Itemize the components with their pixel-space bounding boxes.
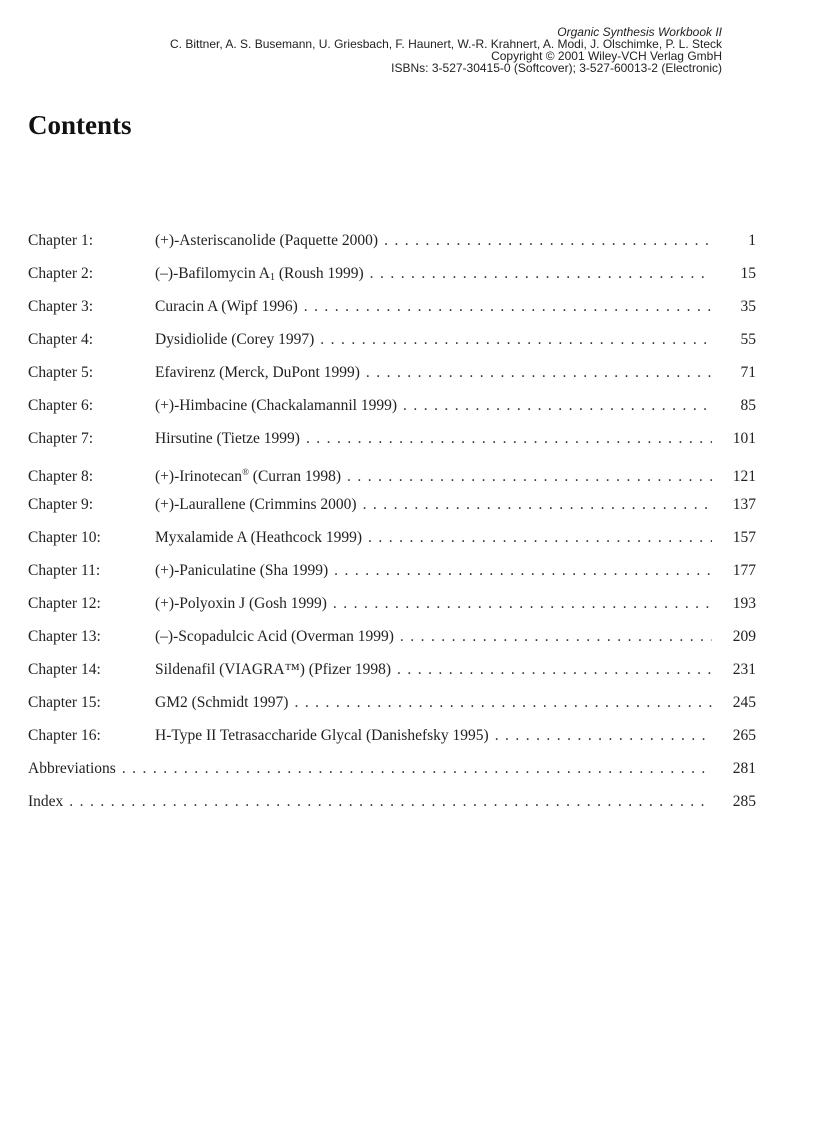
chapter-number: Chapter 3:: [28, 298, 93, 315]
toc-row[interactable]: [28, 396, 756, 429]
chapter-number: Chapter 7:: [28, 430, 93, 447]
dot-leader: [384, 231, 712, 251]
toc-row[interactable]: [28, 660, 756, 693]
page-number: 137: [732, 496, 756, 513]
chapter-title: (–)-Bafilomycin $A_1$ (Roush 1999): [155, 265, 364, 283]
dot-leader: [400, 627, 712, 647]
chapter-title: (+)-Laurallene (Crimmins 2000): [155, 496, 357, 513]
chapter-title: (+)-Irinotecan® (Curran 1998): [155, 467, 342, 485]
authors-line: C. Bittner, A. S. Busemann, U. Griesbach, F. Haunert, W.-R. Krahnert, A. Modi, J. Olschimke, P. L. Steck: [170, 37, 722, 51]
page-number: 245: [732, 694, 756, 711]
chapter-number: Chapter 15:: [28, 694, 101, 711]
chapter-title: H-Type II Tetrasaccharide Glycal (Danishefsky 1995): [155, 727, 489, 744]
chapter-number: Chapter 8:: [28, 468, 93, 485]
toc-row[interactable]: [28, 561, 756, 594]
page-number: 157: [732, 529, 756, 546]
chapter-number: Chapter 11:: [28, 562, 101, 579]
page-number: 177: [732, 562, 756, 579]
toc-row[interactable]: [28, 627, 756, 660]
dot-leader: [304, 297, 712, 317]
dot-leader: [69, 792, 712, 812]
superscript: ®: [242, 467, 249, 477]
toc-row[interactable]: [28, 693, 756, 726]
chapter-number: Chapter 2:: [28, 265, 93, 282]
chapter-number: Chapter 12:: [28, 595, 101, 612]
chapter-title: Curacin A (Wipf 1996): [155, 298, 298, 315]
toc-row[interactable]: [28, 726, 756, 759]
page-number: 121: [732, 468, 756, 485]
page-number: 193: [732, 595, 756, 612]
chapter-title: (–)-Scopadulcic Acid (Overman 1999): [155, 628, 394, 645]
page-number: 281: [732, 760, 756, 777]
dot-leader: [363, 495, 712, 515]
chapter-number: Chapter 9:: [28, 496, 93, 513]
page-number: 35: [740, 298, 756, 315]
book-title: Organic Synthesis Workbook II: [557, 25, 722, 39]
page-number: 265: [732, 727, 756, 744]
toc-row[interactable]: [28, 528, 756, 561]
page-number: 209: [732, 628, 756, 645]
copyright-line: Copyright © 2001 Wiley-VCH Verlag GmbH: [491, 49, 722, 63]
chapter-number: Chapter 10:: [28, 529, 101, 546]
page-number: 1: [748, 232, 756, 249]
chapter-title: (+)-Himbacine (Chackalamannil 1999): [155, 397, 398, 414]
dot-leader: [320, 330, 712, 350]
chapter-title: (+)-Paniculatine (Sha 1999): [155, 562, 329, 579]
chapter-title: (+)-Asteriscanolide (Paquette 2000): [155, 232, 379, 249]
isbn-line: ISBNs: 3-527-30415-0 (Softcover); 3-527-60013-2 (Electronic): [391, 61, 722, 75]
page-number: 85: [740, 397, 756, 414]
toc-row[interactable]: [28, 264, 756, 297]
page-number: 231: [732, 661, 756, 678]
page-number: 101: [732, 430, 756, 447]
dot-leader: [347, 467, 712, 487]
chapter-number: Chapter 16:: [28, 727, 101, 744]
chapter-title: (+)-Polyoxin J (Gosh 1999): [155, 595, 327, 612]
chapter-number: Chapter 13:: [28, 628, 101, 645]
toc-row[interactable]: [28, 330, 756, 363]
page-number: 285: [732, 793, 756, 810]
chapter-title: Myxalamide A (Heathcock 1999): [155, 529, 363, 546]
extra-title: Abbreviations: [28, 760, 116, 777]
chapter-title: Sildenafil (VIAGRA™) (Pfizer 1998): [155, 661, 392, 678]
chapter-title: Efavirenz (Merck, DuPont 1999): [155, 364, 360, 381]
dot-leader: [370, 264, 712, 284]
toc-row[interactable]: [28, 495, 756, 528]
page-number: 15: [740, 265, 756, 282]
extra-title: Index: [28, 793, 64, 810]
page-title: Contents: [28, 110, 132, 140]
dot-leader: [366, 363, 712, 383]
dot-leader: [294, 693, 712, 713]
dot-leader: [495, 726, 712, 746]
toc-row-index[interactable]: [28, 792, 756, 825]
chapter-title: GM2 (Schmidt 1997): [155, 694, 289, 711]
dot-leader: [403, 396, 712, 416]
dot-leader: [334, 561, 712, 581]
chapter-number: Chapter 14:: [28, 661, 101, 678]
chapter-number: Chapter 1:: [28, 232, 93, 249]
toc-row[interactable]: [28, 594, 756, 627]
chapter-title: Hirsutine (Tietze 1999): [155, 430, 300, 447]
chapter-title: Dysidiolide (Corey 1997): [155, 331, 315, 348]
dot-leader: [122, 759, 712, 779]
subscript: 1: [269, 272, 275, 283]
chapter-number: Chapter 5:: [28, 364, 93, 381]
dot-leader: [368, 528, 712, 548]
page-number: 71: [740, 364, 756, 381]
toc-row[interactable]: [28, 363, 756, 396]
toc-row[interactable]: [28, 429, 756, 462]
toc-row-abbreviations[interactable]: [28, 759, 756, 792]
dot-leader: [306, 429, 712, 449]
page-header: [32, 26, 722, 74]
page-number: 55: [740, 331, 756, 348]
toc-row[interactable]: [28, 297, 756, 330]
chapter-number: Chapter 6:: [28, 397, 93, 414]
toc-row[interactable]: [28, 231, 756, 264]
dot-leader: [397, 660, 712, 680]
toc-row[interactable]: [28, 462, 756, 495]
chapter-number: Chapter 4:: [28, 331, 93, 348]
dot-leader: [333, 594, 712, 614]
table-of-contents: [28, 231, 756, 825]
